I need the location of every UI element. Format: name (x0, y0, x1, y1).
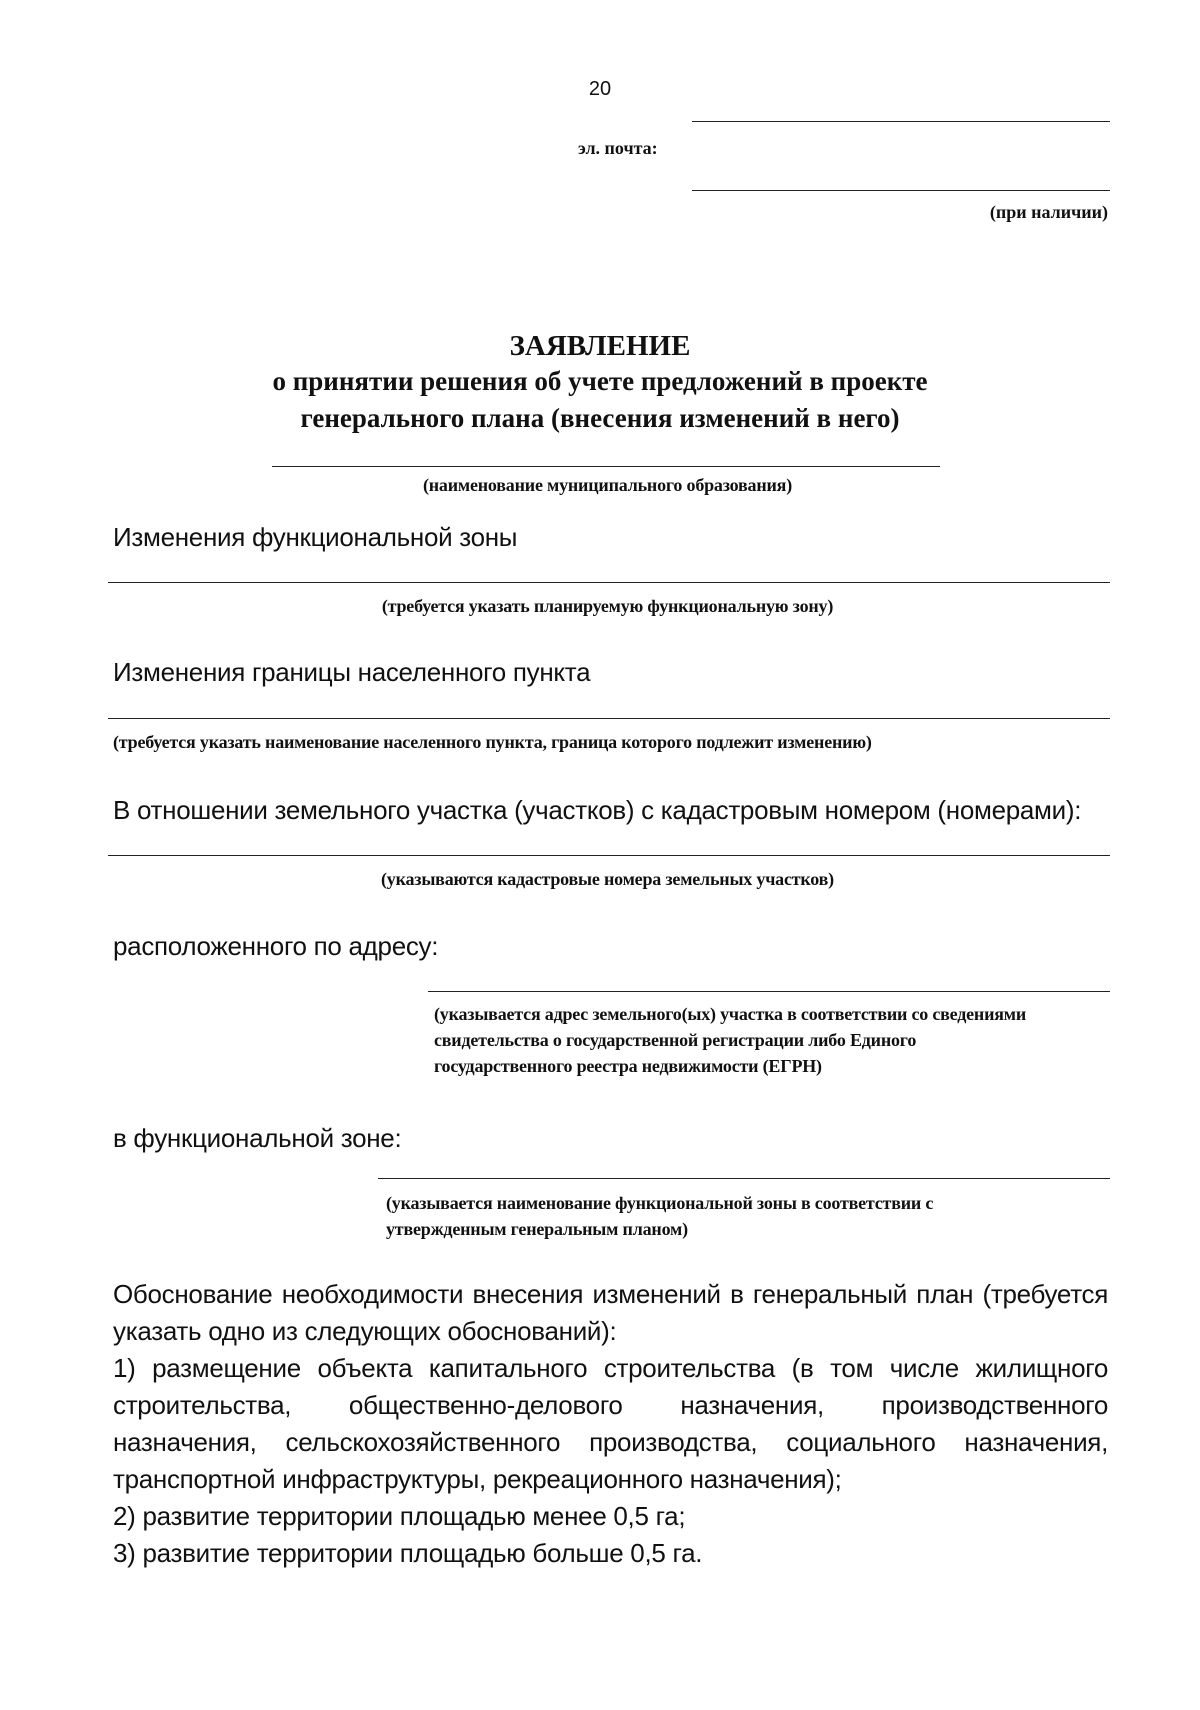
address-hint-line1: (указывается адрес земельного(ых) участка в соответствии со сведениями (434, 1004, 1027, 1024)
zone-change-hint: (требуется указать планируемую функциональную зону) (381, 596, 834, 616)
contact-line-1 (692, 121, 1110, 122)
boundary-change-label: Изменения границы населенного пункта (113, 657, 591, 687)
justification-item1-line4: транспортной инфраструктуры, рекреационного назначения); (113, 1464, 842, 1494)
zone-change-label: Изменения функциональной зоны (113, 522, 518, 552)
cadastral-label: В отношении земельного участка (участков) с кадастровым номером (номерами): (113, 795, 1082, 825)
optional-note: (при наличии) (989, 202, 1108, 222)
boundary-change-line[interactable] (108, 718, 1110, 719)
zone-hint-line1: (указывается наименование функциональной зоны в соответствии с (386, 1193, 934, 1213)
boundary-change-hint: (требуется указать наименование населенного пункта, граница которого подлежит изменению) (113, 732, 872, 752)
municipality-hint: (наименование муниципального образования) (422, 475, 793, 495)
zone-line[interactable] (378, 1178, 1110, 1179)
zone-label: в функциональной зоне: (113, 1123, 402, 1153)
cadastral-hint: (указываются кадастровые номера земельных участков) (381, 869, 834, 889)
document-subtitle-line2: генерального плана (внесения изменений в него) (300, 403, 900, 433)
zone-hint-line2: утвержденным генеральным планом) (386, 1219, 688, 1239)
address-hint-line2: свидетельства о государственной регистрации либо Единого (434, 1030, 917, 1050)
justification-item2: 2) развитие территории площадью менее 0,5 га; (113, 1501, 686, 1531)
page-number: 20 (588, 78, 612, 100)
document-subtitle-line1: о принятии решения об учете предложений в проекте (272, 366, 928, 396)
cadastral-line[interactable] (108, 855, 1110, 856)
address-line[interactable] (428, 991, 1110, 992)
email-line[interactable] (692, 190, 1110, 191)
justification-item1-line2: строительства, общественно-делового назначения, производственного (113, 1390, 1108, 1420)
justification-intro-line2: указать одно из следующих обоснований): (113, 1316, 617, 1346)
justification-item1-line1: 1) размещение объекта капитального строительства (в том числе жилищного (113, 1353, 1108, 1383)
justification-item1-line3: назначения, сельскохозяйственного производства, социального назначения, (113, 1427, 1108, 1457)
municipality-line[interactable] (272, 466, 940, 467)
email-label: эл. почта: (578, 138, 658, 158)
address-label: расположенного по адресу: (113, 931, 439, 961)
zone-change-line[interactable] (108, 582, 1110, 583)
document-title: ЗАЯВЛЕНИЕ (509, 330, 691, 362)
justification-intro-line1: Обоснование необходимости внесения изменений в генеральный план (требуется (113, 1279, 1108, 1309)
justification-item3: 3) развитие территории площадью больше 0,5 га. (113, 1538, 703, 1568)
address-hint-line3: государственного реестра недвижимости (ЕГРН) (434, 1056, 822, 1076)
